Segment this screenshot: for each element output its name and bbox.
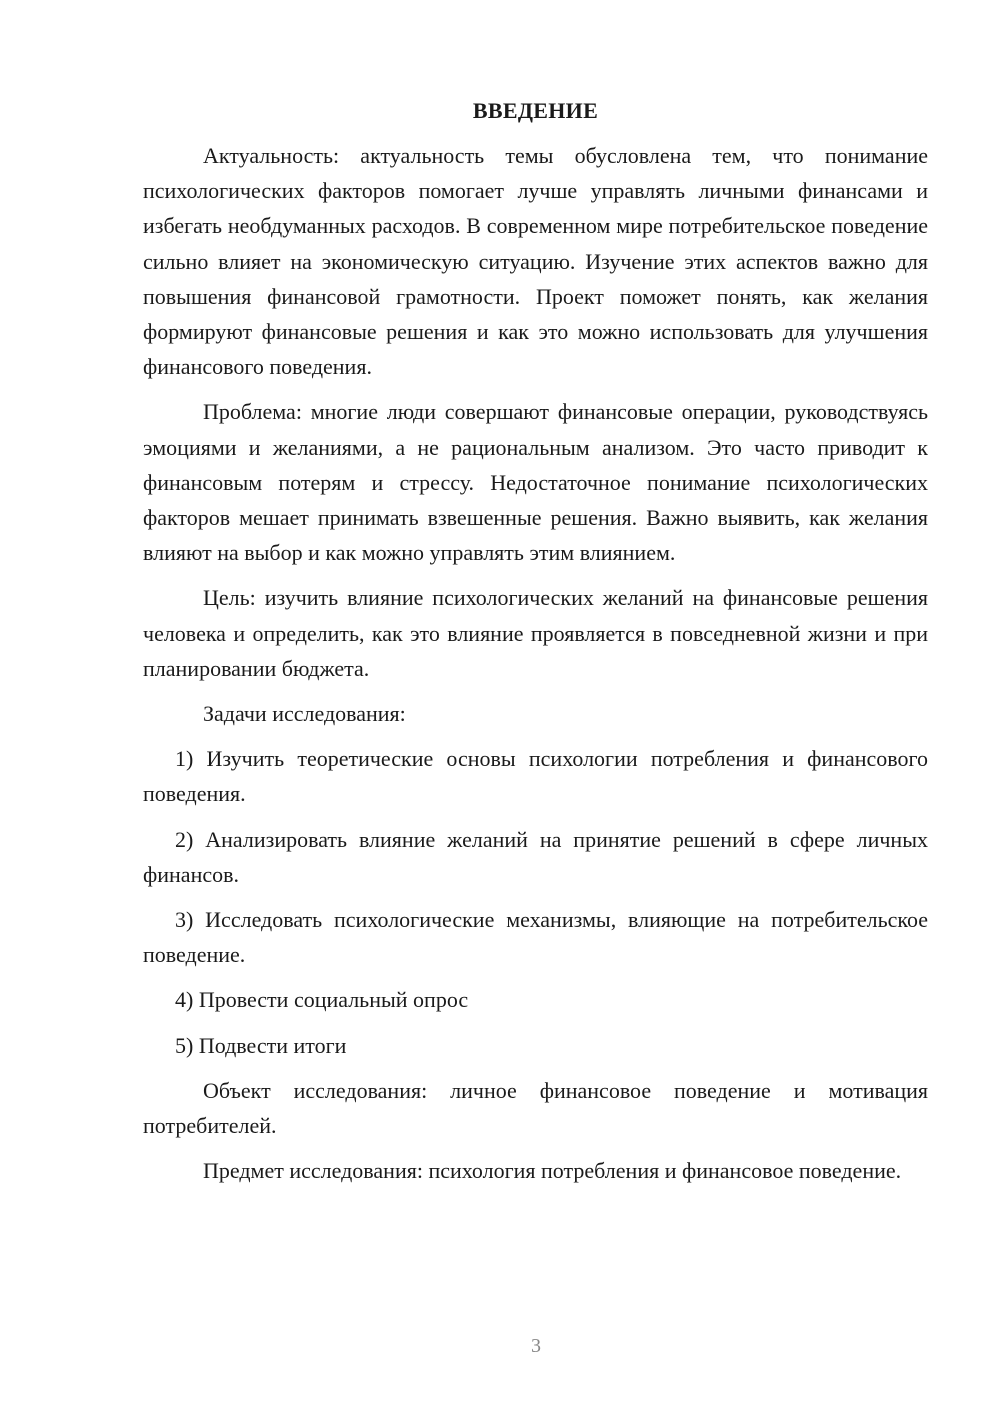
section-title: ВВЕДЕНИЕ xyxy=(472,98,599,123)
page-number: 3 xyxy=(531,1335,541,1357)
problem-paragraph: Проблема: многие люди совершают финансовые операции, руководствуясь эмоциями и желаниями, а не рациональным анализом. Это часто приводит к финансовым потерям и стрессу. Недостаточное понимание психологических факторов мешает принимать взвешенные решения. Важно выявить, как желания влияют на выбор и как можно управлять этим влиянием. xyxy=(143,399,928,566)
task-item-4: 4) Провести социальный опрос xyxy=(175,987,469,1013)
relevance-paragraph: Актуальность: актуальность темы обусловлена тем, что понимание психологических факторов помогает лучше управлять личными финансами и избегать необдуманных расходов. В современном мире потребительское поведение сильно влияет на экономическую ситуацию. Изучение этих аспектов важно для повышения финансовой грамотности. Проект поможет понять, как желания формируют финансовые решения и как это можно использовать для улучшения финансового поведения. xyxy=(143,143,928,380)
object-paragraph: Объект исследования: личное финансовое поведение и мотивация потребителей. xyxy=(143,1077,928,1139)
document-page xyxy=(143,96,928,1198)
tasks-heading: Задачи исследования: xyxy=(203,701,406,727)
task-item-1: 1) Изучить теоретические основы психологии потребления и финансового поведения. xyxy=(143,746,928,807)
task-item-5: 5) Подвести итоги xyxy=(175,1032,347,1058)
task-item-3: 3) Исследовать психологические механизмы, влияющие на потребительское поведение. xyxy=(143,907,928,968)
goal-paragraph: Цель: изучить влияние психологических желаний на финансовые решения человека и определить, как это влияние проявляется в повседневной жизни и при планировании бюджета. xyxy=(143,585,928,681)
subject-paragraph: Предмет исследования: психология потребления и финансовое поведение. xyxy=(203,1158,902,1184)
task-item-2: 2) Анализировать влияние желаний на принятие решений в сфере личных финансов. xyxy=(143,826,928,887)
